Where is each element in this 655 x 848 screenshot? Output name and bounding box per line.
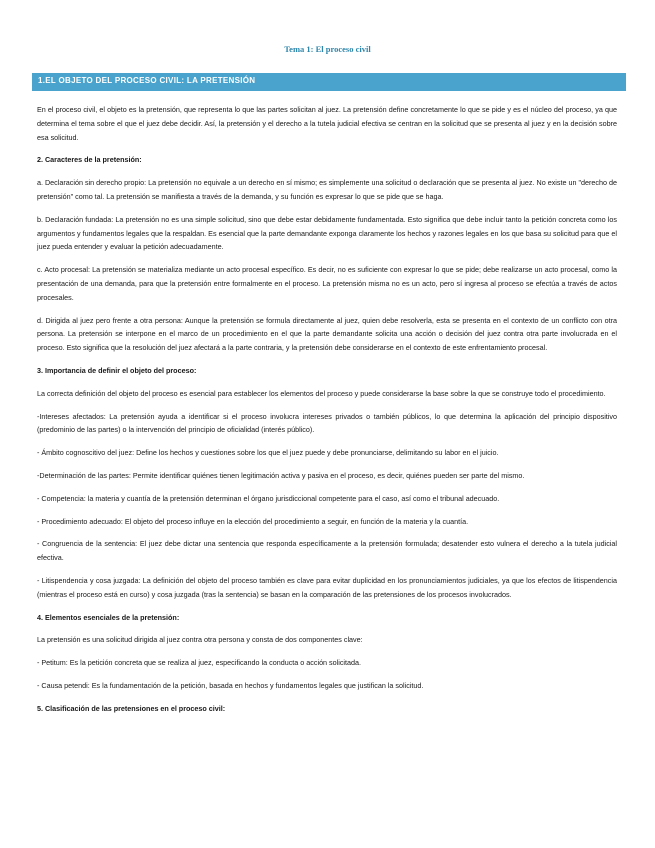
paragraph-ambito: - Ámbito cognoscitivo del juez: Define los hechos y cuestiones sobre los que el juez puede y debe pronunciarse, delimitando su labor en el juicio. [37, 448, 499, 458]
section-heading-bar [32, 73, 626, 91]
document-body [37, 103, 617, 725]
paragraph-petitum: - Petitum: Es la petición concreta que se realiza al juez, especificando la conducta o acción solicitada. [37, 658, 362, 668]
paragraph-caracter-c: c. Acto procesal: La pretensión se materializa mediante un acto procesal específico. Es decir, no es suficiente con expresar lo que se pide; debe realizarse un acto procesal, como la presentación de una demanda, para que la pretensión entre formalmente en el proceso. La pretensión misma no es un acto, pero sí ingresa al proceso se efectúa a través de actos procesales. [37, 265, 617, 302]
paragraph-procedimiento: - Procedimiento adecuado: El objeto del proceso influye en la elección del procedimiento a seguir, en función de la materia y la cuantía. [37, 516, 469, 526]
heading-importancia: 3. Importancia de definir el objeto del proceso: [37, 365, 197, 375]
heading-elementos: 4. Elementos esenciales de la pretensión: [37, 612, 180, 622]
paragraph-caracter-b: b. Declaración fundada: La pretensión no es una simple solicitud, sino que debe estar debidamente fundamentada. Esto significa que debe incluir tanto la petición concreta como los argumentos y fundamentos legales que la respaldan. Es esencial que la parte demandante exponga claramente los hechos y razones legales en los que basa su solicitud para que el juez pueda entender y evaluar la petición adecuadamente. [37, 214, 617, 252]
paragraph-partes: -Determinación de las partes: Permite identificar quiénes tienen legitimación activa y pasiva en el proceso, es decir, quiénes pueden ser parte del mismo. [37, 470, 525, 480]
section-heading: 1.EL OBJETO DEL PROCESO CIVIL: LA PRETENSIÓN [38, 76, 256, 85]
paragraph-congruencia: - Congruencia de la sentencia: El juez debe dictar una sentencia que responda específicamente a la pretensión formulada; desatender esto vulnera el derecho a la tutela judicial efectiva. [37, 539, 617, 563]
paragraph-intro: En el proceso civil, el objeto es la pretensión, que representa lo que las partes solicitan al juez. La pretensión define concretamente lo que se pide y es el núcleo del proceso, ya que determina el tema sobre el que el juez debe decidir. Así, la pretensión y el derecho a la tutela judicial efectiva se centran en la solicitud que se presenta al juez y en la decisión sobre esa solicitud. [37, 105, 617, 142]
paragraph-competencia: - Competencia: la materia y cuantía de la pretensión determinan el órgano jurisdiccional competente para el caso, así como el tribunal adecuado. [37, 493, 500, 503]
paragraph-causa-petendi: - Causa petendi: Es la fundamentación de la petición, basada en hechos y fundamentos legales que justifican la solicitud. [37, 680, 424, 690]
paragraph-caracter-a: a. Declaración sin derecho propio: La pretensión no equivale a un derecho en sí mismo; es simplemente una solicitud o declaración que se presenta al juez. No existe un "derecho de pretensión" como tal. La pretensión se manifiesta a través de la demanda, y su función es expresar lo que se pide que se haga. [37, 178, 617, 201]
paragraph-caracter-d: d. Dirigida al juez pero frente a otra persona: Aunque la pretensión se formula directamente al juez, quien debe resolverla, esta se presenta en el contexto de un conflicto con otra persona. La pretensión se interpone en el marco de un procedimiento en el que la parte demandante solicita una acción o decisión del juez contra otra parte involucrada en el proceso. Esto significa que la resolución del juez afectará a la parte contraria, y la pretensión debe considerarse en el contexto de este enfrentamiento procesal. [37, 315, 617, 353]
paragraph-litispendencia: - Litispendencia y cosa juzgada: La definición del objeto del proceso también es clave para evitar duplicidad en los pronunciamientos judiciales, ya que los efectos de litispendencia (mientras el proceso está en curso) y cosa juzgada (tras la sentencia) se basan en la comparación de las pretensiones de los procesos involucrados. [37, 575, 617, 599]
paragraph-importancia-intro: La correcta definición del objeto del proceso es esencial para establecer los elementos del proceso y puede considerarse la base sobre la que se construye todo el procedimiento. [37, 388, 606, 398]
document-title: Tema 1: El proceso civil [284, 44, 371, 54]
heading-caracteres: 2. Caracteres de la pretensión: [37, 155, 142, 165]
paragraph-intereses: -Intereses afectados: La pretensión ayuda a identificar si el proceso involucra intereses privados o también públicos, lo que determina la aplicación del principio dispositivo (predominio de las partes) o la intervención del principio de oficialidad (interés público). [37, 411, 617, 435]
heading-clasificacion: 5. Clasificación de las pretensiones en el proceso civil: [37, 703, 226, 713]
paragraph-elementos-intro: La pretensión es una solicitud dirigida al juez contra otra persona y consta de dos componentes clave: [37, 635, 363, 645]
